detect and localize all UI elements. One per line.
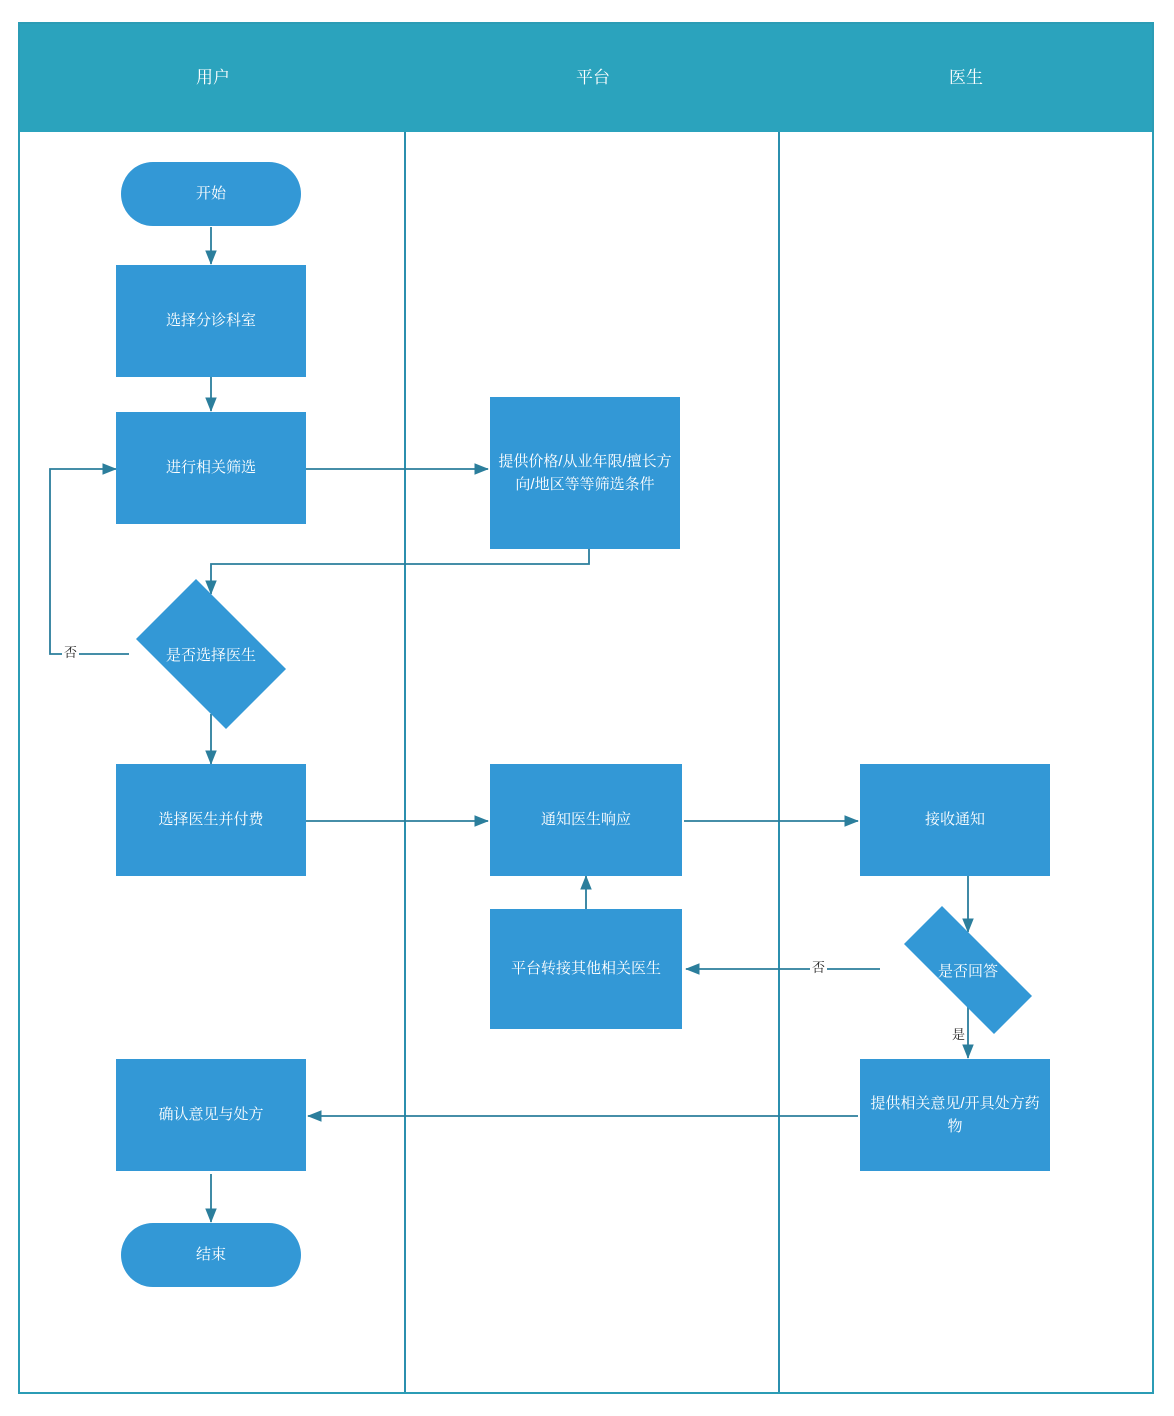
lane-title-doctor: 医生 [949,68,983,87]
node-provide-advice[interactable]: 提供相关意见/开具处方药物 [860,1059,1050,1171]
decision-choose-doctor[interactable] [121,594,301,714]
decision-choose-doctor-label: 是否选择医生 [165,646,256,664]
node-receive-notice[interactable]: 接收通知 [860,764,1050,876]
node-transfer-other-doctor[interactable]: 平台转接其他相关医生 [490,909,682,1029]
edge-label-no-choose: 否 [62,642,79,661]
node-start[interactable]: 开始 [121,162,301,226]
decision-will-answer-label: 是否回答 [937,962,998,980]
lane-divider-1 [404,132,406,1392]
node-select-department[interactable]: 选择分诊科室 [116,265,306,377]
node-notify-doctor[interactable]: 通知医生响应 [490,764,682,876]
edge-label-yes-answer: 是 [950,1024,967,1043]
lane-title-user: 用户 [196,68,230,87]
node-apply-filters[interactable]: 进行相关筛选 [116,412,306,524]
edge-label-no-answer: 否 [810,957,827,976]
node-select-and-pay[interactable]: 选择医生并付费 [116,764,306,876]
decision-will-answer[interactable] [878,932,1058,1008]
node-confirm-advice[interactable]: 确认意见与处方 [116,1059,306,1171]
swimlane-diagram [18,22,1154,1394]
node-filter-criteria[interactable]: 提供价格/从业年限/擅长方向/地区等等筛选条件 [490,397,680,549]
lane-title-platform: 平台 [576,68,610,87]
node-end[interactable]: 结束 [121,1223,301,1287]
lane-divider-2 [778,132,780,1392]
